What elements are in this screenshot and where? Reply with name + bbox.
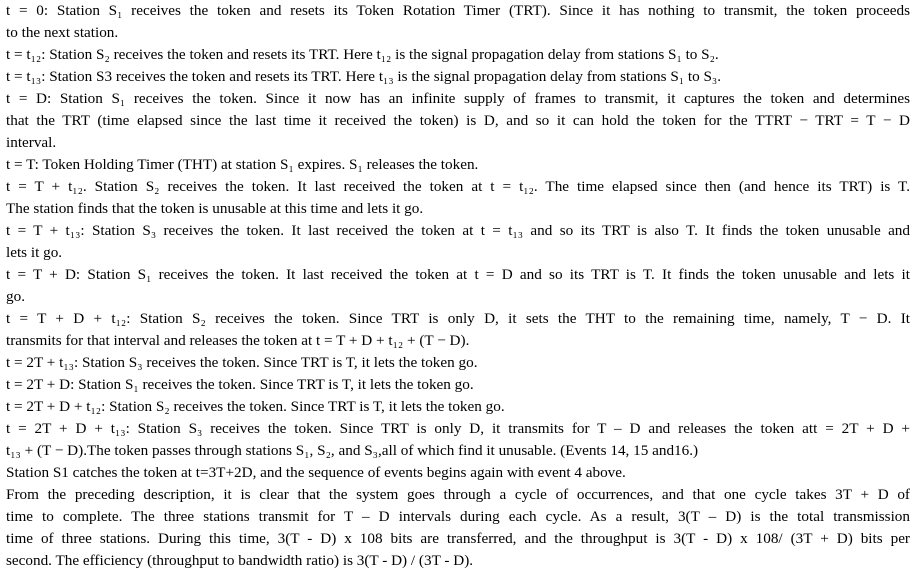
text-line: From the preceding description, it is clear that the system goes through a cycle of occurrences, and that one cycle takes 3T + D of bbox=[6, 486, 910, 503]
text-line: t = 2T + D + t₁₂: Station S₂ receives the token. Since TRT is T, it lets the token go. bbox=[6, 398, 505, 415]
text-line: t = T + D: Station S₁ receives the token. It last received the token at t = D and so its TRT is T. It finds the token unusable and lets it bbox=[6, 266, 910, 283]
text-line: time to complete. The three stations transmit for T – D intervals during each cycle. As a result, 3(T – D) is the total transmission bbox=[6, 508, 910, 525]
text-line: t = 2T + t₁₃: Station S₃ receives the token. Since TRT is T, it lets the token go. bbox=[6, 354, 478, 371]
text-line: t = t₁₂: Station S₂ receives the token and resets its TRT. Here t₁₂ is the signal propagation delay from stations S₁ to S₂. bbox=[6, 46, 719, 63]
text-line: t = T: Token Holding Timer (THT) at station S₁ expires. S₁ releases the token. bbox=[6, 156, 479, 173]
text-line: t = 2T + D + t₁₃: Station S₃ receives the token. Since TRT is only D, it transmits for T – D and releases the token att = 2T + D + bbox=[6, 420, 910, 437]
text-line: Station S1 catches the token at t=3T+2D, and the sequence of events begins again with event 4 above. bbox=[6, 464, 626, 481]
text-line: t = t₁₃: Station S3 receives the token and resets its TRT. Here t₁₃ is the signal propagation delay from stations S₁ to S₃. bbox=[6, 68, 722, 85]
text-line: t = T + t₁₂. Station S₂ receives the token. It last received the token at t = t₁₂. The time elapsed since then (and hence its TRT) is T. bbox=[6, 178, 910, 195]
text-line: transmits for that interval and releases the token at t = T + D + t₁₂ + (T − D). bbox=[6, 332, 470, 349]
text-line: that the TRT (time elapsed since the last time it received the token) is D, and so it can hold the token for the TTRT − TRT = T − D bbox=[6, 112, 910, 129]
text-line: to the next station. bbox=[6, 24, 119, 41]
text-line: t = T + t₁₃: Station S₃ receives the token. It last received the token at t = t₁₃ and so its TRT is also T. It finds the token unusable and bbox=[6, 222, 910, 239]
text-line: lets it go. bbox=[6, 244, 63, 261]
text-line: t = 2T + D: Station S₁ receives the token. Since TRT is T, it lets the token go. bbox=[6, 376, 474, 393]
text-line: second. The efficiency (throughput to bandwidth ratio) is 3(T - D) / (3T - D). bbox=[6, 552, 474, 569]
text-line: go. bbox=[6, 288, 25, 305]
text-line: t = T + D + t₁₂: Station S₂ receives the token. Since TRT is only D, it sets the THT to the remaining time, namely, T − D. It bbox=[6, 310, 910, 327]
text-line: time of three stations. During this time, 3(T - D) x 108 bits are transferred, and the throughput is 3(T - D) x 108/ (3T + D) bits per bbox=[6, 530, 910, 547]
text-line: The station finds that the token is unusable at this time and lets it go. bbox=[6, 200, 424, 217]
text-line: t = 0: Station S₁ receives the token and resets its Token Rotation Timer (TRT). Since it has nothing to transmit, the token proceeds bbox=[6, 2, 910, 19]
text-line: interval. bbox=[6, 134, 57, 151]
text-line: t = D: Station S₁ receives the token. Since it now has an infinite supply of frames to transmit, it captures the token and determines bbox=[6, 90, 910, 107]
text-line: t₁₃ + (T − D).The token passes through stations S₁, S₂, and S₃,all of which find it unusable. (Events 14, 15 and16.) bbox=[6, 442, 699, 459]
